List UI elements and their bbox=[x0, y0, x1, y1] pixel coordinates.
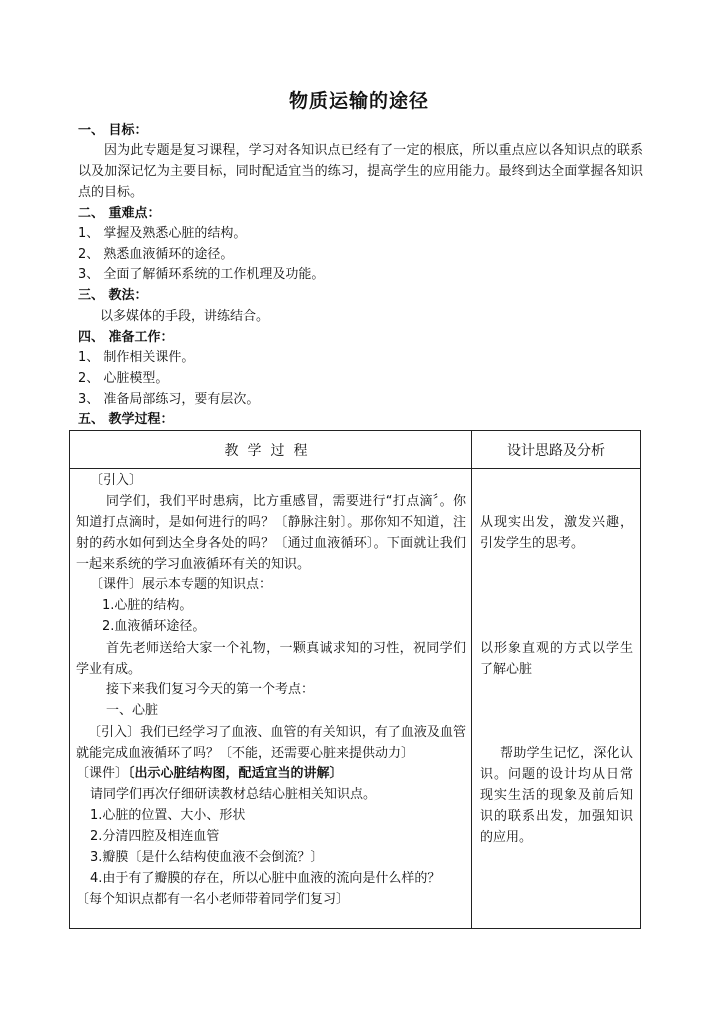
heart-intro-paragraph: 〔引入〕我们已经学习了血液、血管的有关知识，有了血液及血管就能完成血液循环了吗？〔不能，还需要心脏来提供动力〕 bbox=[76, 725, 466, 761]
courseware2-prefix: 〔课件〕 bbox=[76, 766, 129, 781]
table-cell-analysis bbox=[472, 469, 641, 929]
note-line: 〔每个知识点都有一名小老师带着同学们复习〕 bbox=[76, 892, 350, 907]
courseware2-line bbox=[76, 764, 343, 784]
table-header-left bbox=[70, 431, 472, 469]
key-item-3: 3、 全面了解循环系统的工作机理及功能。 bbox=[78, 267, 325, 282]
prep-item-1: 1、 制作相关课件。 bbox=[78, 350, 195, 365]
question-3: 3.瓣膜〔是什么结构使血液不会倒流？〕 bbox=[90, 850, 324, 865]
method-text: 以多媒体的手段，讲练结合。 bbox=[100, 309, 270, 324]
key-item-2: 2、 熟悉血液循环的途径。 bbox=[78, 247, 234, 262]
intro-label: 〔引入〕 bbox=[90, 473, 143, 488]
intro-paragraph: 同学们，我们平时患病，比方重感冒，需要进行“打点滴〞。你知道打点滴时，是如何进行的吗？〔静脉注射〕。那你知不知道，注射的药水如何到达全身各处的吗？〔通过血液循环〕。下面就让我们一起来系统的学习血液循环有关的知识。 bbox=[76, 494, 466, 572]
table-cell-process bbox=[70, 469, 472, 929]
table-header-left-label: 教学过程 bbox=[224, 442, 317, 459]
question-4: 4.由于有了瓣膜的存在，所以心脏中血液的流向是什么样的？ bbox=[90, 871, 441, 886]
prep-heading: 四、 准备工作： bbox=[78, 330, 174, 345]
study-instruction: 请同学们再次仔细研读教材总结心脏相关知识点。 bbox=[90, 787, 377, 802]
next-point-text: 接下来我们复习今天的第一个考点： bbox=[106, 682, 315, 697]
goal-text: 因为此专题是复习课程，学习对各知识点已经有了一定的根底，所以重点应以各知识点的联系以及加深记忆为主要目标，同时配适宜当的练习，提高学生的应用能力。最终到达全面掌握各知识点的目标。 bbox=[78, 143, 643, 200]
gift-paragraph: 首先老师送给大家一个礼物，一颗真诚求知的习性，祝同学们学业有成。 bbox=[76, 641, 466, 677]
courseware-label: 〔课件〕展示本专题的知识点： bbox=[90, 577, 273, 592]
knowledge-point-2: 2.血液循环途径。 bbox=[102, 619, 206, 634]
prep-item-2: 2、 心脏模型。 bbox=[78, 371, 169, 386]
analysis-3: 帮助学生记忆，深化认识。问题的设计均从日常现实生活的现象及前后知识的联系出发，加强知识的应用。 bbox=[480, 746, 633, 845]
analysis-1: 从现实出发，激发兴趣，引发学生的思考。 bbox=[480, 515, 633, 551]
key-item-1: 1、 掌握及熟悉心脏的结构。 bbox=[78, 226, 247, 241]
key-heading: 二、 重难点： bbox=[78, 206, 161, 221]
question-2: 2.分清四腔及相连血管 bbox=[90, 829, 220, 844]
method-heading: 三、 教法： bbox=[78, 288, 148, 303]
table-header-right-label: 设计思路及分析 bbox=[507, 442, 605, 459]
courseware2-bold: 〔出示心脏结构图，配适宜当的讲解〕 bbox=[128, 766, 343, 781]
teaching-process-table bbox=[69, 430, 641, 929]
goal-heading: 一、 目标： bbox=[78, 123, 148, 138]
knowledge-point-1: 1.心脏的结构。 bbox=[102, 598, 193, 613]
prep-item-3: 3、 准备局部练习，要有层次。 bbox=[78, 392, 260, 407]
table-header-right bbox=[472, 431, 641, 469]
question-1: 1.心脏的位置、大小、形状 bbox=[90, 808, 246, 823]
analysis-2: 以形象直观的方式以学生了解心脏 bbox=[480, 641, 633, 677]
page-title: 物质运输的途径 bbox=[288, 90, 429, 112]
heart-heading: 一、心脏 bbox=[106, 703, 159, 718]
process-heading: 五、 教学过程： bbox=[78, 412, 174, 427]
